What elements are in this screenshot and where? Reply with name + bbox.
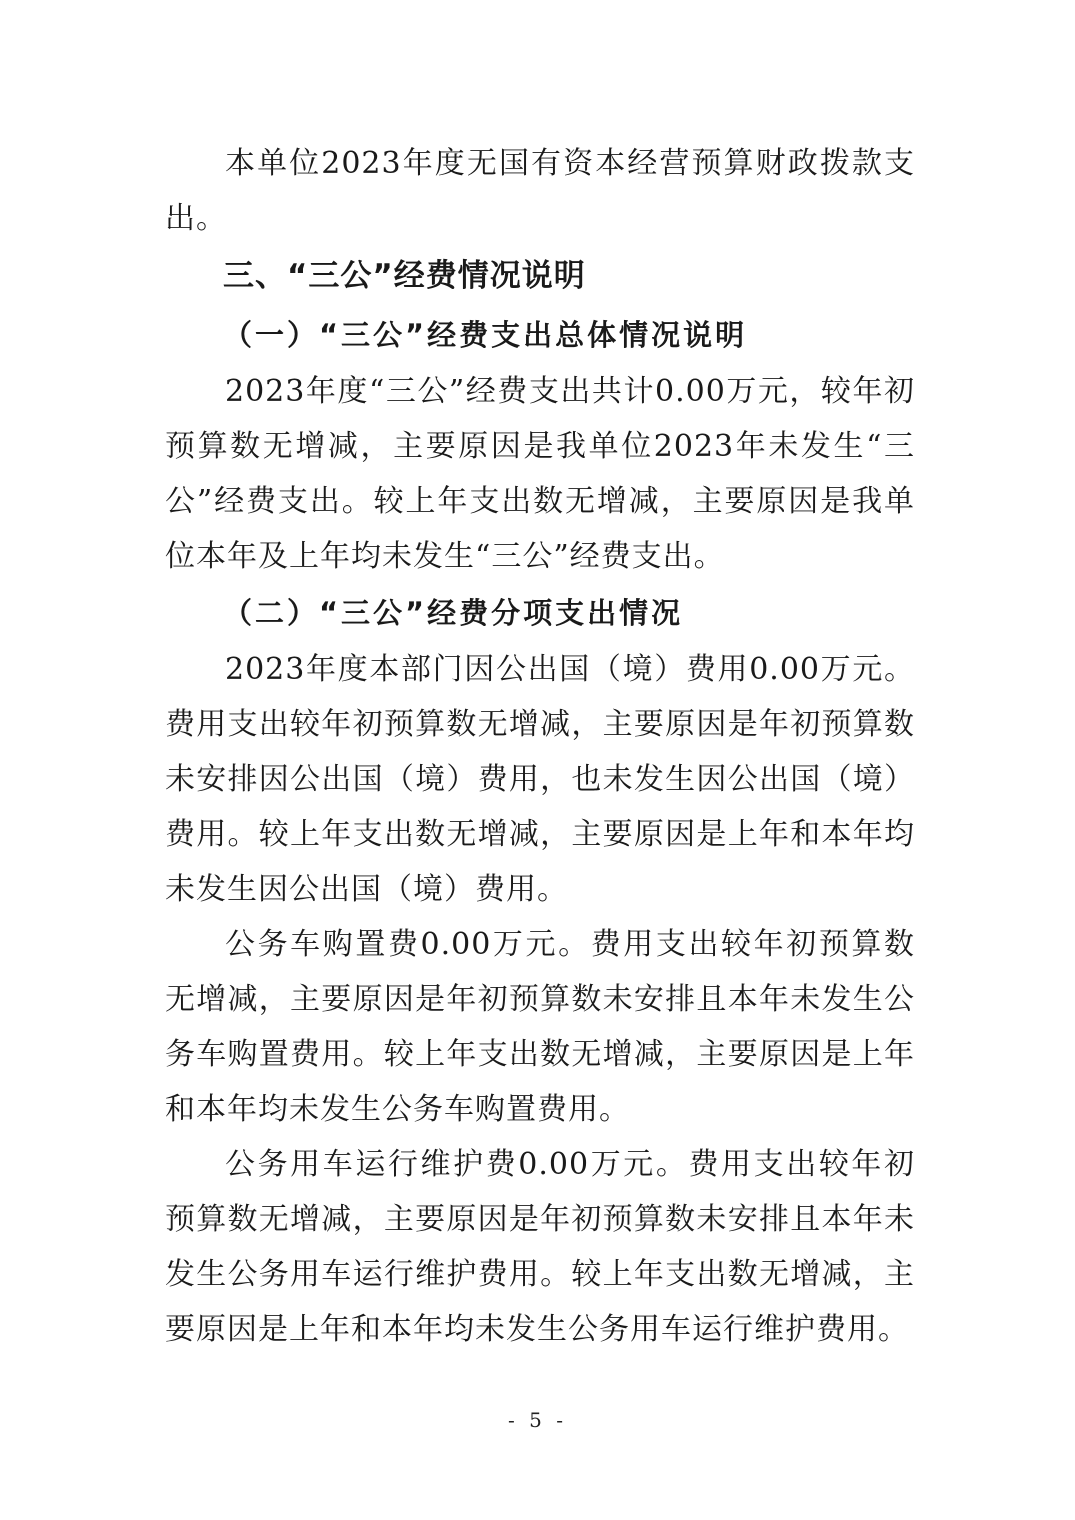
paragraph-vehicle-purchase: 公务车购置费0.00万元。费用支出较年初预算数无增减，主要原因是年初预算数未安排且本年未发生公务车购置费用。较上年支出数无增减，主要原因是上年和本年均未发生公务车购置费用。: [165, 927, 915, 1127]
paragraph-overseas-travel: 2023年度本部门因公出国（境）费用0.00万元。费用支出较年初预算数无增减，主要原因是年初预算数未安排因公出国（境）费用，也未发生因公出国（境）费用。较上年支出数无增减，主要原因是上年和本年均未发生因公出国（境）费用。: [165, 652, 915, 907]
page-number: - 5 -: [508, 1408, 567, 1432]
paragraph-vehicle-maintenance: 公务用车运行维护费0.00万元。费用支出较年初预算数无增减，主要原因是年初预算数未安排且本年未发生公务用车运行维护费用。较上年支出数无增减，主要原因是上年和本年均未发生公务用车运行维护费用。: [165, 1147, 915, 1347]
paragraph-state-capital-budget: 本单位2023年度无国有资本经营预算财政拨款支出。: [165, 146, 915, 236]
subsection-heading-overall: （一）“三公”经费支出总体情况说明: [223, 318, 748, 352]
paragraph-overall-expenses: 2023年度“三公”经费支出共计0.00万元，较年初预算数无增减，主要原因是我单位2023年未发生“三公”经费支出。较上年支出数无增减，主要原因是我单位本年及上年均未发生“三公”经费支出。: [165, 374, 915, 574]
section-heading-three-public-expenses: 三、“三公”经费情况说明: [223, 258, 586, 294]
subsection-heading-itemized: （二）“三公”经费分项支出情况: [223, 596, 684, 630]
document-body: [165, 136, 915, 1357]
